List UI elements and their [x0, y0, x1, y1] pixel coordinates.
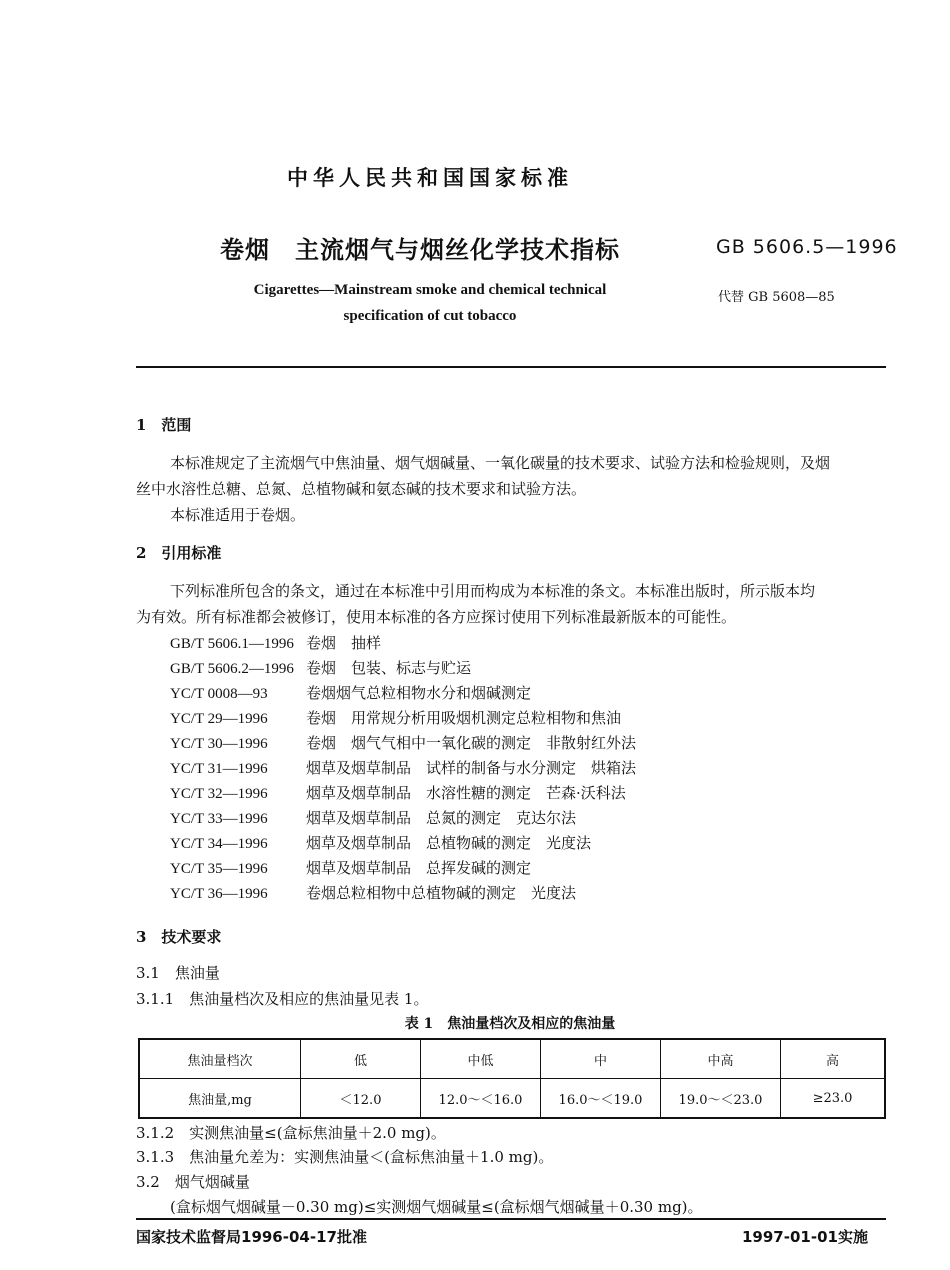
reference-item: YC/T 30—1996 卷烟 烟气气相中一氧化碳的测定 非散射红外法 [170, 734, 637, 752]
header-rule [136, 366, 886, 368]
section-1-heading: 1 范围 [136, 416, 192, 434]
section-3-1-1: 3.1.1 焦油量档次及相应的焦油量见表 1。 [136, 990, 429, 1008]
section-1-para-line2: 丝中水溶性总糖、总氮、总植物碱和氨态碱的技术要求和试验方法。 [136, 480, 587, 498]
approval-note: 国家技术监督局1996-04-17批准 [136, 1228, 367, 1246]
document-title: 卷烟 主流烟气与烟丝化学技术指标 [220, 235, 620, 264]
footer-rule [136, 1218, 886, 1220]
section-3-1-heading: 3.1 焦油量 [136, 964, 220, 982]
table-cell: 12.0～＜16.0 [421, 1079, 541, 1119]
table-cell: ≥23.0 [781, 1079, 886, 1119]
section-2-heading: 2 引用标准 [136, 544, 222, 562]
table-caption: 表 1 焦油量档次及相应的焦油量 [404, 1016, 616, 1032]
english-title-line2: specification of cut tobacco [343, 308, 517, 324]
section-3-2-para: (盒标烟气烟碱量－0.30 mg)≤实测烟气烟碱量≤(盒标烟气烟碱量＋0.30 mg)。 [170, 1198, 703, 1216]
reference-item: YC/T 32—1996 烟草及烟草制品 水溶性糖的测定 芒森·沃科法 [170, 784, 626, 802]
table-cell: 中高 [661, 1039, 781, 1079]
table-cell: 焦油量档次 [139, 1039, 301, 1079]
reference-item: YC/T 34—1996 烟草及烟草制品 总植物碱的测定 光度法 [170, 834, 592, 852]
implementation-note: 1997-01-01实施 [742, 1228, 868, 1246]
section-3-heading: 3 技术要求 [136, 928, 222, 946]
reference-item: YC/T 29—1996 卷烟 用常规分析用吸烟机测定总粒相物和焦油 [170, 709, 622, 727]
replaces-note: 代替 GB 5608—85 [718, 290, 835, 305]
table-cell: 低 [301, 1039, 421, 1079]
reference-item: YC/T 35—1996 烟草及烟草制品 总挥发碱的测定 [170, 859, 532, 877]
reference-item: YC/T 33—1996 烟草及烟草制品 总氮的测定 克达尔法 [170, 809, 577, 827]
reference-item: YC/T 36—1996 卷烟总粒相物中总植物碱的测定 光度法 [170, 884, 577, 902]
section-1-para-line1: 本标准规定了主流烟气中焦油量、烟气烟碱量、一氧化碳量的技术要求、试验方法和检验规则，及烟 [170, 454, 831, 472]
reference-item: GB/T 5606.1—1996 卷烟 抽样 [170, 634, 382, 652]
section-3-1-3: 3.1.3 焦油量允差为：实测焦油量＜(盒标焦油量＋1.0 mg)。 [136, 1148, 554, 1166]
section-3-1-2: 3.1.2 实测焦油量≤(盒标焦油量＋2.0 mg)。 [136, 1124, 446, 1142]
section-3-2-heading: 3.2 烟气烟碱量 [136, 1173, 250, 1191]
tar-level-table [138, 1038, 886, 1119]
table-row [139, 1039, 885, 1079]
section-1-para2: 本标准适用于卷烟。 [170, 506, 306, 524]
english-title-line1: Cigarettes—Mainstream smoke and chemical technical [253, 282, 607, 298]
reference-item: GB/T 5606.2—1996 卷烟 包装、标志与贮运 [170, 659, 472, 677]
table-cell: 高 [781, 1039, 886, 1079]
reference-item: YC/T 0008—93 卷烟烟气总粒相物水分和烟碱测定 [170, 684, 532, 702]
table-cell: 16.0～＜19.0 [541, 1079, 661, 1119]
section-2-para-line2: 为有效。所有标准都会被修订，使用本标准的各方应探讨使用下列标准最新版本的可能性。 [136, 608, 737, 626]
table-cell: ＜12.0 [301, 1079, 421, 1119]
table-cell: 中 [541, 1039, 661, 1079]
section-2-para-line1: 下列标准所包含的条文，通过在本标准中引用而构成为本标准的条文。本标准出版时，所示版本均 [170, 582, 816, 600]
standard-code: GB 5606.5—1996 [716, 236, 898, 258]
table-row [139, 1079, 885, 1119]
reference-item: YC/T 31—1996 烟草及烟草制品 试样的制备与水分测定 烘箱法 [170, 759, 637, 777]
table-cell: 焦油量,mg [139, 1079, 301, 1119]
national-standard-heading: 中华人民共和国国家标准 [287, 165, 573, 190]
table-cell: 中低 [421, 1039, 541, 1079]
table-cell: 19.0～＜23.0 [661, 1079, 781, 1119]
